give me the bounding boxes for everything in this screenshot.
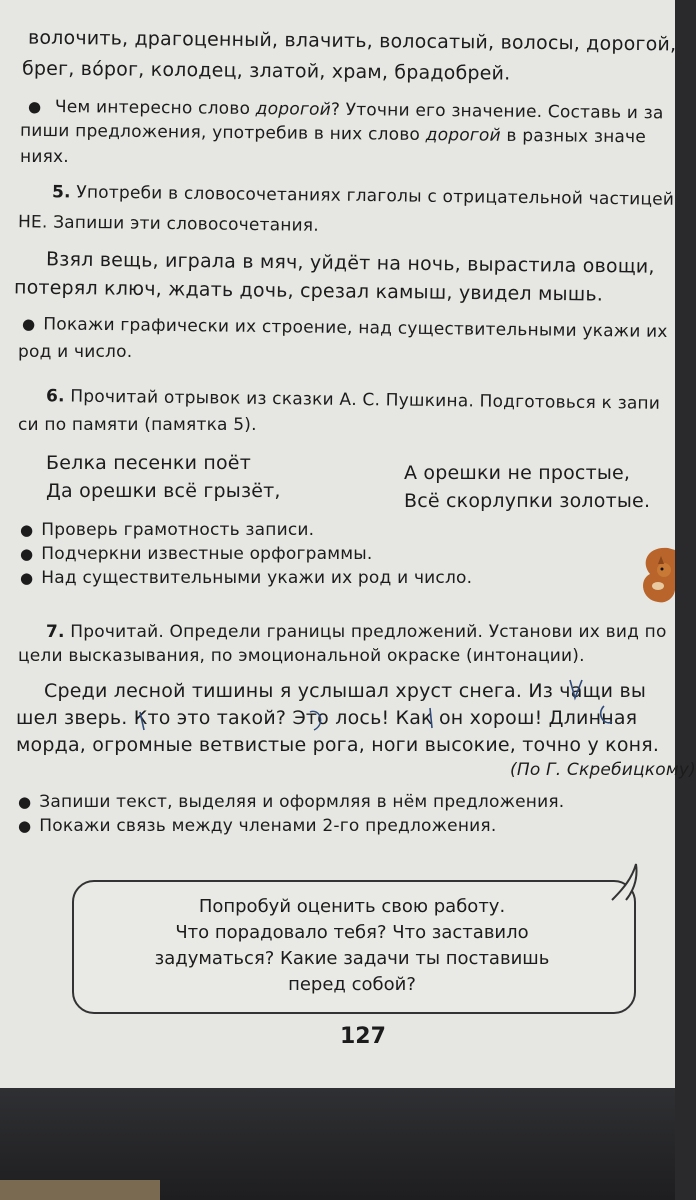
text-fragment: Чем интересно слово [54, 96, 256, 120]
word-list-line-1: волочить, драгоценный, влачить, волосатый, волосы, дорогой, [27, 26, 677, 56]
exercise-6-line-1 [46, 386, 660, 414]
task-line: ниях. [20, 147, 69, 167]
task-line [20, 121, 646, 148]
floor-background [0, 1180, 160, 1200]
exercise-text: Употреби в словосочетаниях глаголы с отрицательной частицей [76, 182, 675, 210]
handwritten-marks [0, 670, 675, 740]
bubble-line-4: перед собой? [288, 974, 416, 995]
exercise-5-bullet-cont: род и число. [18, 342, 133, 362]
italic-word: дорогой [255, 99, 331, 120]
exercise-7-text-1: Среди лесной тишины я услышал хруст снега. Из чащи вы [44, 680, 647, 702]
word-list-line-2: брег, во́рог, колодец, златой, храм, брадобрей. [21, 57, 511, 85]
exercise-text: Прочитай. Определи границы предложений. Установи их вид по [70, 622, 667, 642]
exercise-text: Прочитай отрывок из сказки А. С. Пушкина. Подготовься к запи [70, 386, 661, 414]
poem-line-4: Всё скорлупки золотые. [404, 490, 651, 512]
exercise-5-text-2: потерял ключ, ждать дочь, срезал камыш, увидел мышь. [13, 276, 604, 306]
exercise-7-text-2: шел зверь. Кто это такой? Это лось! Как он хорош! Длинная [16, 707, 638, 729]
exercise-number: 7. [46, 622, 65, 642]
poem-line-3: А орешки не простые, [404, 462, 631, 484]
exercise-number: 5. [51, 182, 71, 203]
exercise-7-bullet-1: ● Запиши текст, выделяя и оформляя в нём предложения. [18, 792, 564, 812]
exercise-5-line-1 [52, 182, 674, 210]
text-fragment: ? Уточни его значение. Составь и за [330, 99, 664, 124]
exercise-5-bullet: ● Покажи графически их строение, над существительными укажи их [22, 314, 668, 342]
bubble-line-2: Что порадовало тебя? Что заставило [175, 922, 529, 943]
poem-line-1: Белка песенки поёт [46, 452, 251, 474]
exercise-5-text-1: Взял вещь, играла в мяч, уйдёт на ночь, вырастила овощи, [45, 248, 655, 278]
exercise-7-line-2: цели высказывания, по эмоциональной окраске (интонации). [18, 646, 585, 666]
poem-line-2: Да орешки всё грызёт, [46, 480, 281, 502]
exercise-7-bullet-2: ● Покажи связь между членами 2-го предложения. [18, 816, 496, 836]
exercise-number: 6. [45, 386, 65, 407]
bubble-line-3: задуматься? Какие задачи ты поставишь [154, 948, 550, 969]
task-bullet [28, 97, 664, 124]
italic-word: дорогой [425, 124, 501, 146]
bubble-line-1: Попробуй оценить свою работу. [198, 896, 506, 917]
exercise-6-line-2: си по памяти (памятка 5). [18, 415, 257, 435]
exercise-6-bullet-1: ● Проверь грамотность записи. [20, 520, 314, 540]
squirrel-illustration [628, 540, 675, 610]
exercise-6-bullet-2: ● Подчеркни известные орфограммы. [20, 544, 373, 564]
exercise-5-line-2: НЕ. Запиши эти словосочетания. [17, 212, 320, 236]
page-number: 127 [340, 1024, 386, 1049]
exercise-7-source: (По Г. Скребицкому) [510, 760, 696, 780]
exercise-7-line-1 [46, 622, 667, 642]
exercise-7-text-3: морда, огромные ветвистые рога, ноги высокие, точно у коня. [16, 734, 660, 756]
text-fragment: в разных значе [500, 125, 647, 148]
exercise-6-bullet-3: ● Над существительными укажи их род и число. [20, 568, 472, 588]
text-fragment: пиши предложения, употребив в них слово [19, 120, 426, 145]
